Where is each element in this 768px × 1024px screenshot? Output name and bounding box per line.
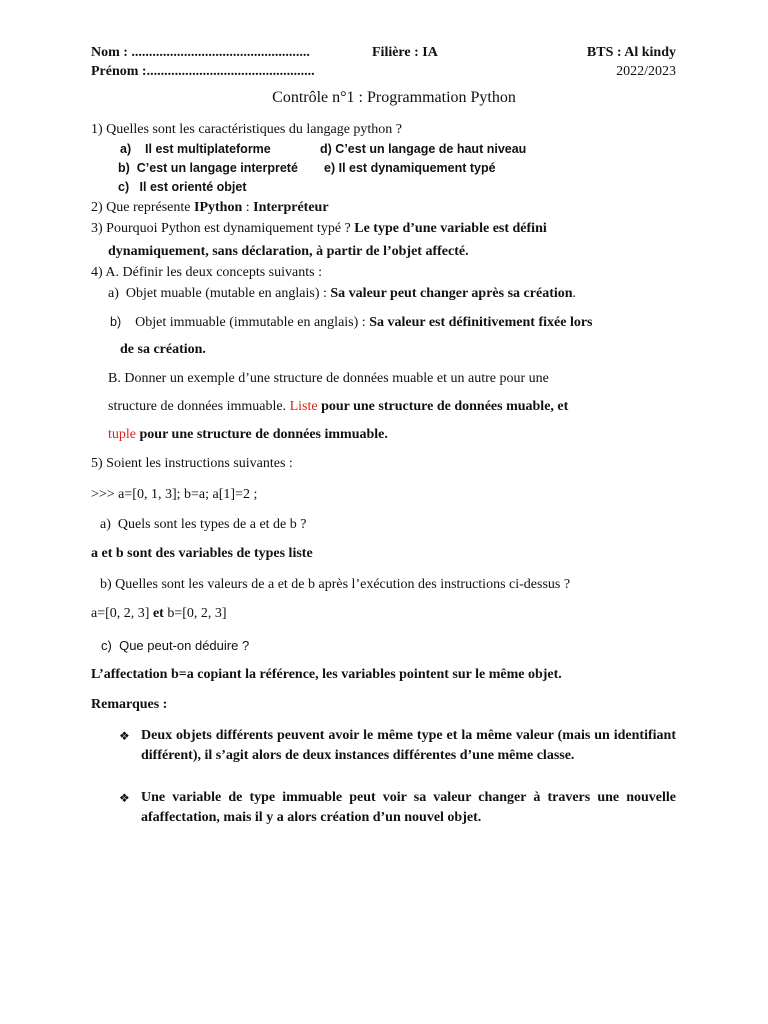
q1-option-a: a) Il est multiplateforme bbox=[120, 142, 271, 156]
question-4b: B. Donner un exemple d’une structure de données muable et un autre pour une bbox=[108, 371, 549, 386]
q4b-answer-tuple: tuple pour une structure de données immuable. bbox=[108, 427, 388, 442]
nom-field: Nom : ................................................... bbox=[91, 45, 310, 60]
q5a-question: a) Quels sont les types de a et de b ? bbox=[100, 517, 307, 532]
q4-immuable-line-2: de sa création. bbox=[120, 342, 206, 357]
question-5: 5) Soient les instructions suivantes : bbox=[91, 456, 293, 471]
page-title: Contrôle n°1 : Programmation Python bbox=[272, 89, 516, 106]
q1-option-b: b) C’est un langage interpreté bbox=[118, 161, 298, 175]
prenom-field: Prénom :................................................ bbox=[91, 64, 315, 79]
q4-immuable: b) Objet immuable (immutable en anglais) : Sa valeur est définitivement fixée lors bbox=[110, 315, 593, 330]
diamond-bullet-icon: ❖ bbox=[119, 791, 130, 805]
remarks-title: Remarques : bbox=[91, 697, 168, 712]
question-4a: 4) A. Définir les deux concepts suivants : bbox=[91, 265, 322, 280]
school-year: 2022/2023 bbox=[616, 64, 676, 79]
q3-answer-line-2: dynamiquement, sans déclaration, à partir de l’objet affecté. bbox=[108, 244, 469, 259]
code-snippet: >>> a=[0, 1, 3]; b=a; a[1]=2 ; bbox=[91, 487, 258, 502]
q1-option-e: e) Il est dynamiquement typé bbox=[324, 161, 496, 175]
q5b-question: b) Quelles sont les valeurs de a et de b après l’exécution des instructions ci-dessus ? bbox=[100, 577, 571, 592]
q5c-question: c) Que peut-on déduire ? bbox=[101, 638, 250, 653]
filiere-label: Filière : IA bbox=[372, 45, 438, 60]
question-2: 2) Que représente IPython : Interpréteur bbox=[91, 200, 329, 215]
q5a-answer: a et b sont des variables de types liste bbox=[91, 546, 313, 561]
q1-option-d: d) C’est un langage de haut niveau bbox=[320, 142, 527, 156]
diamond-bullet-icon: ❖ bbox=[119, 729, 130, 743]
q1-option-c: c) Il est orienté objet bbox=[118, 180, 247, 194]
remark-item: Deux objets différents peuvent avoir le même type et la même valeur (mais un identifiant différent), il s’agit alors de deux instances différentes d’une même classe. bbox=[141, 728, 676, 763]
question-3: 3) Pourquoi Python est dynamiquement typé ? Le type d’une variable est défini bbox=[91, 221, 547, 236]
q4b-answer-liste: structure de données immuable. Liste pour une structure de données muable, et bbox=[108, 399, 569, 414]
q5c-answer: L’affectation b=a copiant la référence, les variables pointent sur le même objet. bbox=[91, 667, 562, 682]
bts-label: BTS : Al kindy bbox=[586, 45, 676, 60]
question-1: 1) Quelles sont les caractéristiques du langage python ? bbox=[91, 122, 403, 137]
q5b-answer: a=[0, 2, 3] et b=[0, 2, 3] bbox=[91, 606, 227, 621]
remark-item: Une variable de type immuable peut voir sa valeur changer à travers une nouvelle afaffectation, mais il y a alors création d’un nouvel objet. bbox=[141, 790, 676, 825]
q4-muable: a) Objet muable (mutable en anglais) : Sa valeur peut changer après sa création. bbox=[108, 286, 577, 301]
